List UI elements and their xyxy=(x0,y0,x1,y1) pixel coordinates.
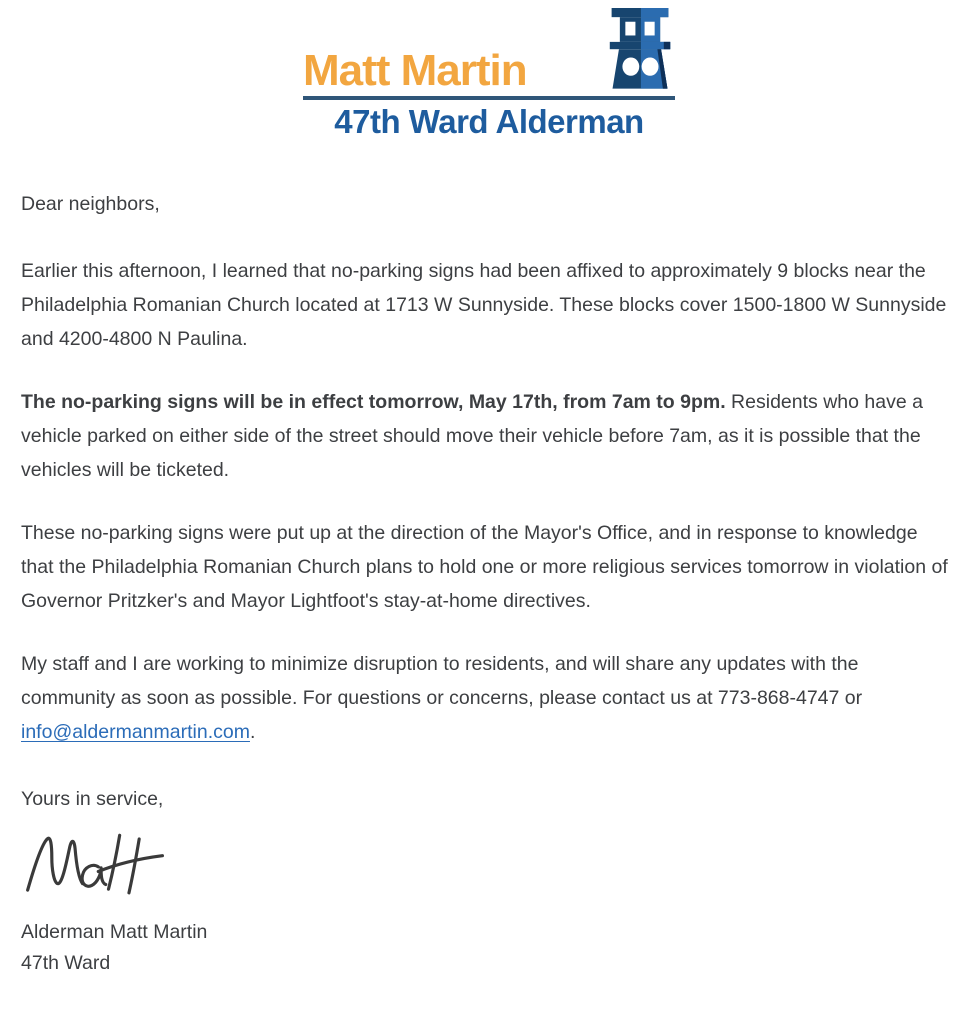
sender-name: Alderman Matt Martin xyxy=(21,921,208,943)
logo-title: 47th Ward Alderman xyxy=(334,103,644,140)
logo-divider-rule xyxy=(303,96,675,100)
logo-row xyxy=(303,8,675,95)
email-link[interactable]: info@aldermanmartin.com xyxy=(21,721,250,743)
clock-tower-icon xyxy=(605,8,675,95)
sender-ward: 47th Ward xyxy=(21,952,111,974)
paragraph-text: Earlier this afternoon, I learned that no-parking signs had been affixed to approximately 9 blocks near the Philadelphia Romanian Church located at 1713 W Sunnyside. These blocks cover 1500-1800 W Sunnyside and 4200-4800 N Paulina. xyxy=(21,260,947,350)
signature-matt-image xyxy=(23,828,181,902)
signature xyxy=(23,828,954,913)
bold-text: The no-parking signs will be in effect tomorrow, May 17th, from 7am to 9pm. xyxy=(21,391,726,413)
letter-body xyxy=(0,141,978,979)
paragraph-text: Residents who have a vehicle parked on either side of the street should move their vehicle before 7am, as it is possible that the vehicles will be ticketed. xyxy=(21,391,923,481)
paragraph-text: My staff and I are working to minimize disruption to residents, and will share any updates with the community as soon as possible. For questions or concerns, please contact us at 773-868-4747 or xyxy=(21,653,863,709)
closing: Yours in service, xyxy=(21,788,164,810)
paragraph-text: . xyxy=(249,721,256,743)
letter-paragraphs xyxy=(21,254,954,749)
logo xyxy=(303,8,675,141)
letter-paragraph xyxy=(21,516,954,618)
letter-paragraph xyxy=(21,385,954,487)
letter-paragraph xyxy=(21,254,954,356)
letter-paragraph xyxy=(21,647,954,749)
salutation: Dear neighbors, xyxy=(21,193,160,215)
paragraph-text: These no-parking signs were put up at the direction of the Mayor's Office, and in response to knowledge that the Philadelphia Romanian Church plans to hold one or more religious services tomorrow in violation of Governor Pritzker's and Mayor Lightfoot's stay-at-home directives. xyxy=(21,522,948,612)
logo-name: Matt Martin xyxy=(303,46,527,95)
